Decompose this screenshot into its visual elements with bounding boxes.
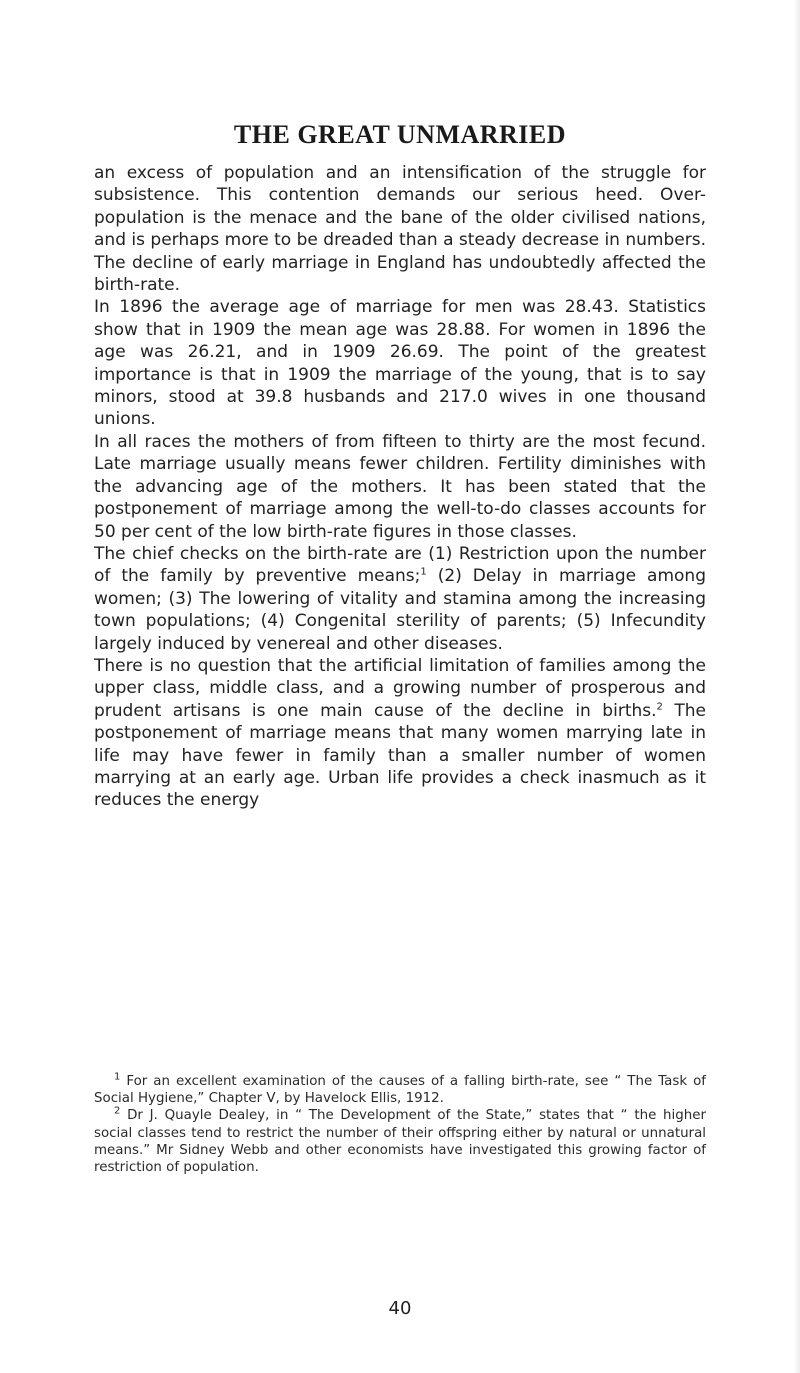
paragraph-5-text-a: There is no question that the artificial limitation of families among the upper class, middle class, and a growing number of prosperous and prudent artisans is one main cause of the decline in births. [94, 655, 706, 721]
paragraph-4 [94, 543, 706, 655]
paragraph-5-text-b: The postponement of marriage means that many women marrying late in life may have fewer in family than a smaller number of women marrying at an early age. Urban life provides a check inasmuch as it reduces the energy [94, 700, 706, 811]
paragraph-5 [94, 655, 706, 812]
footnote-mark-2: 2 [114, 1105, 121, 1117]
paragraph-3: In all races the mothers of from fifteen to thirty are the most fecund. Late marriage usually means fewer children. Fertility diminishes with the advancing age of the mothers. It has been stated that the postponement of marriage among the well-to-do classes accounts for 50 per cent of the low birth-rate figures in those classes. [94, 431, 706, 542]
footnote-1-text: For an excellent examination of the causes of a falling birth-rate, see “ The Task of Social Hygiene,” Chapter V, by Havelock Ellis, 1912. [94, 1074, 706, 1107]
page-edge-shadow [794, 0, 800, 1373]
footnotes [94, 1073, 706, 1176]
paragraph-1: an excess of population and an intensification of the struggle for subsistence. This contention demands our serious heed. Over-population is the menace and the bane of the older civilised nations, and is perhaps more to be dreaded than a steady decrease in numbers. The decline of early marriage in England has undoubtedly affected the birth-rate. [94, 163, 706, 296]
paragraph-4-text-b: (2) Delay in marriage among women; (3) The lowering of vitality and stamina among the increasing town populations; (4) Congenital sterility of parents; (5) Infecundity largely induced by venereal and other diseases. [94, 566, 706, 654]
running-title: THE GREAT UNMARRIED [233, 120, 567, 149]
footnote-ref-2: 2 [656, 701, 663, 713]
paragraph-2: In 1896 the average age of marriage for men was 28.43. Statistics show that in 1909 the mean age was 28.88. For women in 1896 the age was 26.21, and in 1909 26.69. The point of the greatest importance is that in 1909 the marriage of the young, that is to say minors, stood at 39.8 husbands and 217.0 wives in one thousand unions. [94, 297, 706, 430]
page-number: 40 [388, 1298, 412, 1319]
body-text [94, 162, 706, 812]
footnote-ref-1: 1 [420, 566, 427, 578]
footnote-2 [94, 1107, 706, 1176]
footnote-2-text: Dr J. Quayle Dealey, in “ The Development of the State,” states that “ the higher social classes tend to restrict the number of their offspring either by natural or unnatural means.” Mr Sidney Webb and other economists have investigated this growing factor of restriction of population. [94, 1108, 706, 1176]
footnote-1 [94, 1073, 706, 1107]
paragraph-4-text-a: The chief checks on the birth-rate are (1) Restriction upon the number of the family by preventive means; [94, 543, 706, 587]
footnote-mark-1: 1 [114, 1071, 121, 1083]
